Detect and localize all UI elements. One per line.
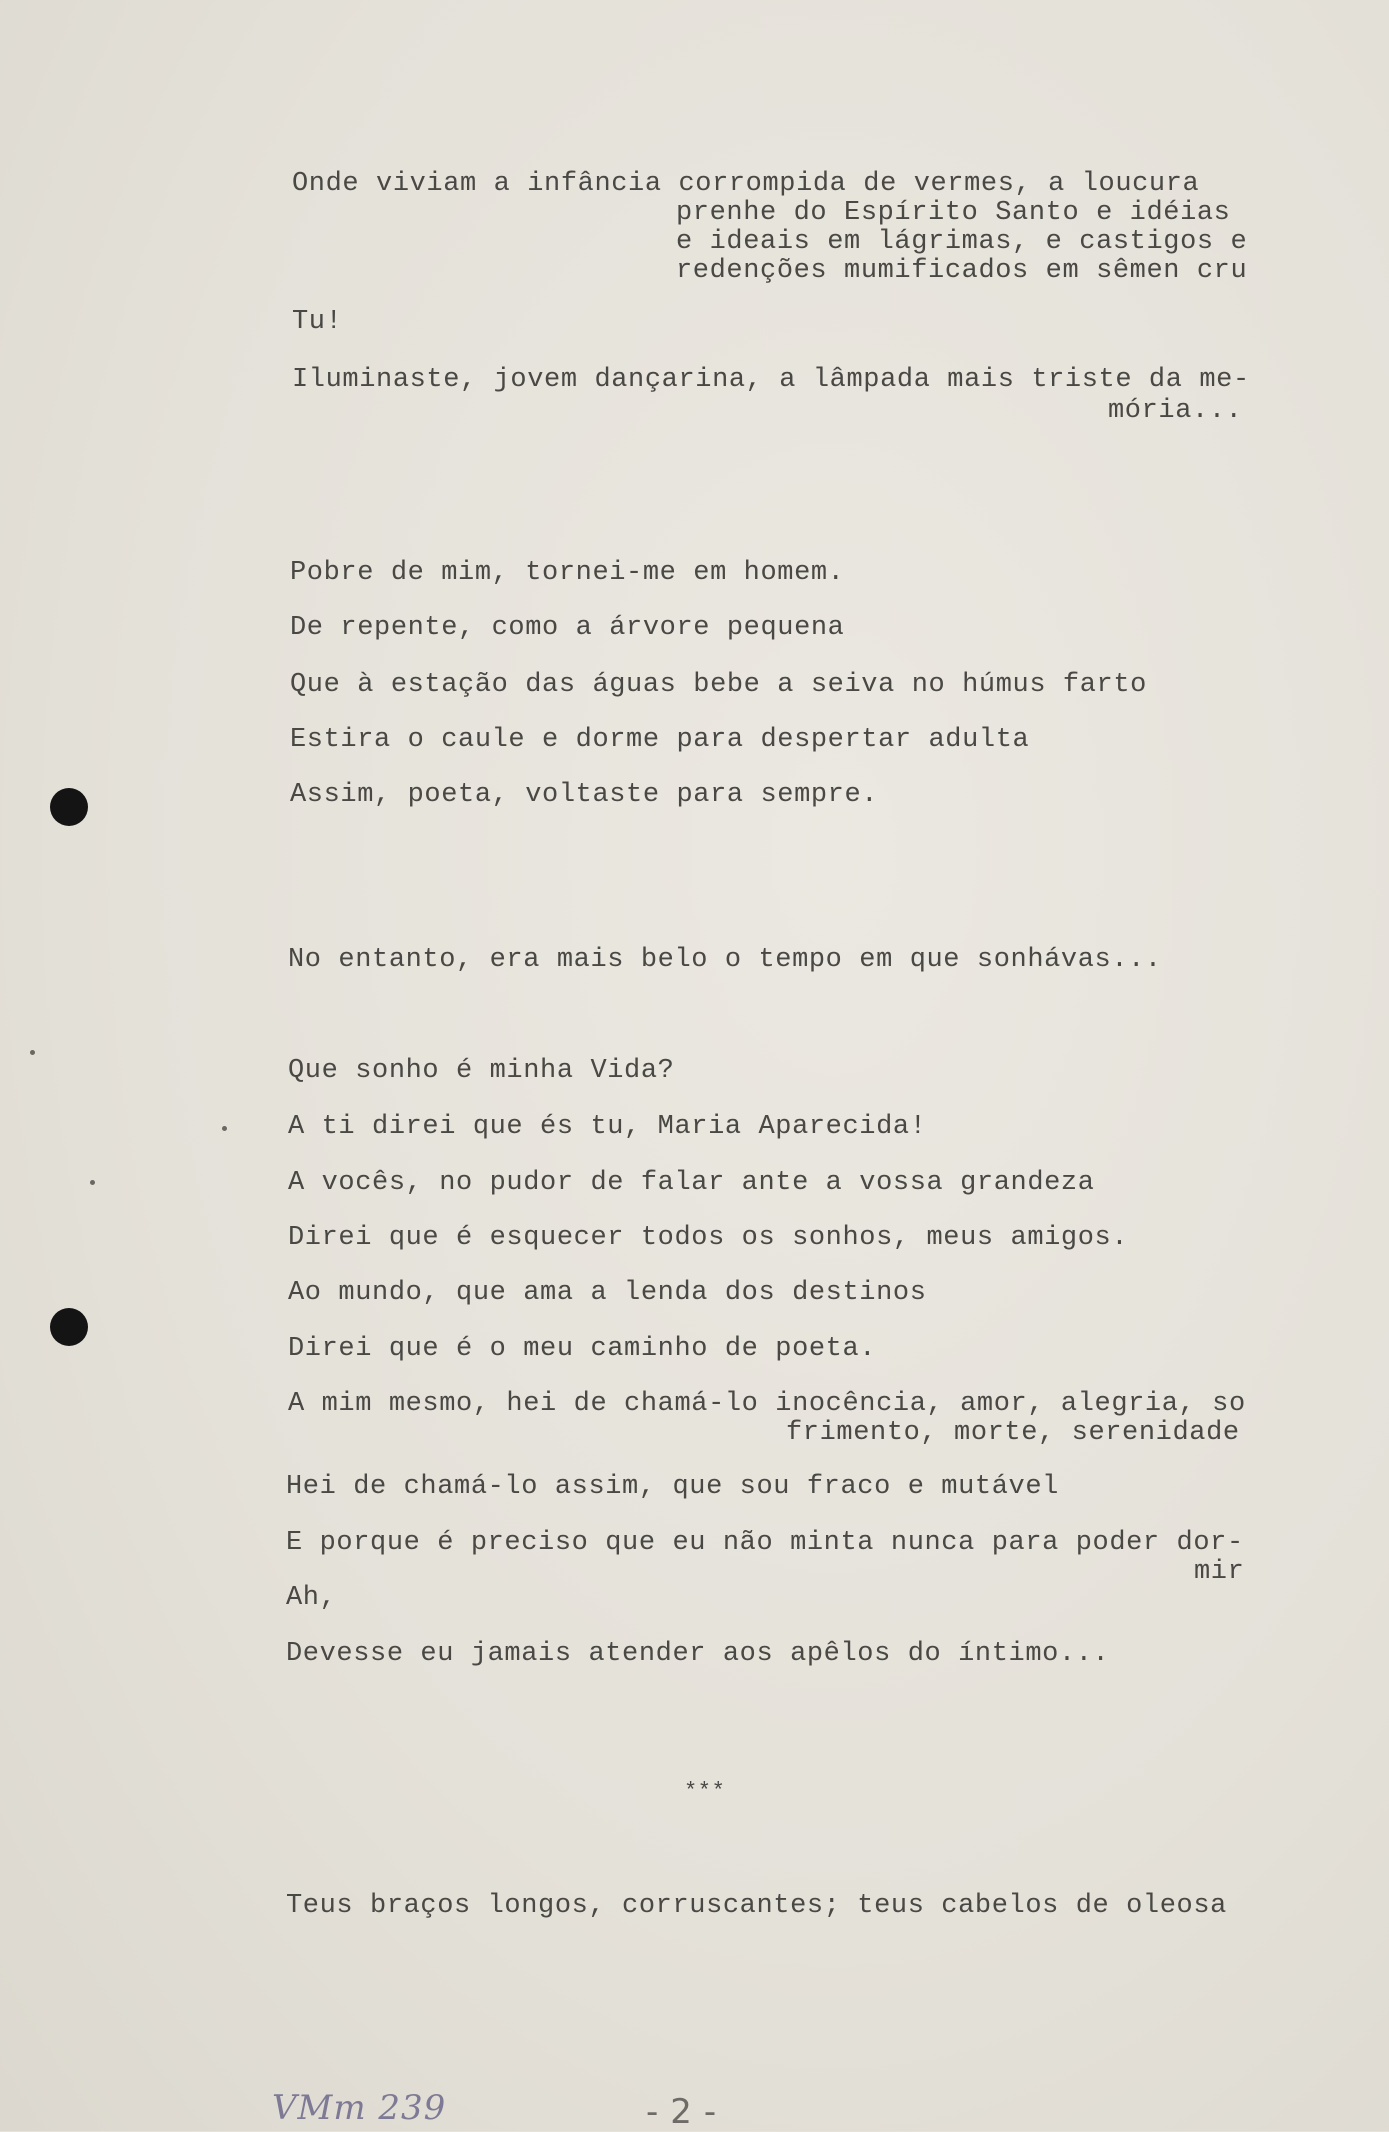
poem-line: Estira o caule e dorme para despertar adulta	[290, 725, 1030, 755]
poem-line: Ah,	[286, 1583, 337, 1613]
paper-speck	[90, 1180, 95, 1185]
poem-line: No entanto, era mais belo o tempo em que sonhávas...	[288, 945, 1162, 975]
punch-hole-top	[50, 788, 88, 826]
poem-line: Onde viviam a infância corrompida de vermes, a loucura	[292, 169, 1200, 199]
poem-line: Teus braços longos, corruscantes; teus cabelos de oleosa	[286, 1891, 1227, 1921]
poem-line: A vocês, no pudor de falar ante a vossa grandeza	[288, 1168, 1095, 1198]
poem-line: redenções mumificados em sêmen cru	[676, 256, 1248, 286]
handwritten-archive-reference: VMm 239	[272, 2088, 447, 2128]
poem-line: Pobre de mim, tornei-me em homem.	[290, 558, 845, 588]
poem-line: Hei de chamá-lo assim, que sou fraco e mutável	[286, 1472, 1059, 1502]
poem-line: Que à estação das águas bebe a seiva no húmus farto	[290, 670, 1147, 700]
punch-hole-bottom	[50, 1308, 88, 1346]
poem-line: prenhe do Espírito Santo e idéias	[676, 198, 1231, 228]
poem-line: mir	[1194, 1557, 1245, 1587]
paper-speck	[30, 1050, 35, 1055]
poem-line: e ideais em lágrimas, e castigos e	[676, 227, 1248, 257]
poem-line: A ti direi que és tu, Maria Aparecida!	[288, 1112, 927, 1142]
poem-line: De repente, como a árvore pequena	[290, 613, 845, 643]
poem-line: Direi que é esquecer todos os sonhos, meus amigos.	[288, 1223, 1129, 1253]
poem-line: Devesse eu jamais atender aos apêlos do íntimo...	[286, 1639, 1110, 1669]
page-number: - 2 -	[646, 2092, 717, 2132]
paper-speck	[222, 1126, 227, 1131]
poem-line: frimento, morte, serenidade	[786, 1418, 1240, 1448]
poem-line: Tu!	[292, 307, 343, 337]
poem-line: A mim mesmo, hei de chamá-lo inocência, amor, alegria, so	[288, 1389, 1246, 1419]
section-separator: ***	[684, 1779, 726, 1804]
poem-line: Ao mundo, que ama a lenda dos destinos	[288, 1278, 927, 1308]
poem-line: Direi que é o meu caminho de poeta.	[288, 1334, 877, 1364]
poem-line: Que sonho é minha Vida?	[288, 1056, 675, 1086]
poem-line: mória...	[1108, 396, 1243, 426]
poem-line: E porque é preciso que eu não minta nunca para poder dor-	[286, 1528, 1244, 1558]
poem-line: Assim, poeta, voltaste para sempre.	[290, 780, 879, 810]
poem-line: Iluminaste, jovem dançarina, a lâmpada mais triste da me-	[292, 365, 1250, 395]
